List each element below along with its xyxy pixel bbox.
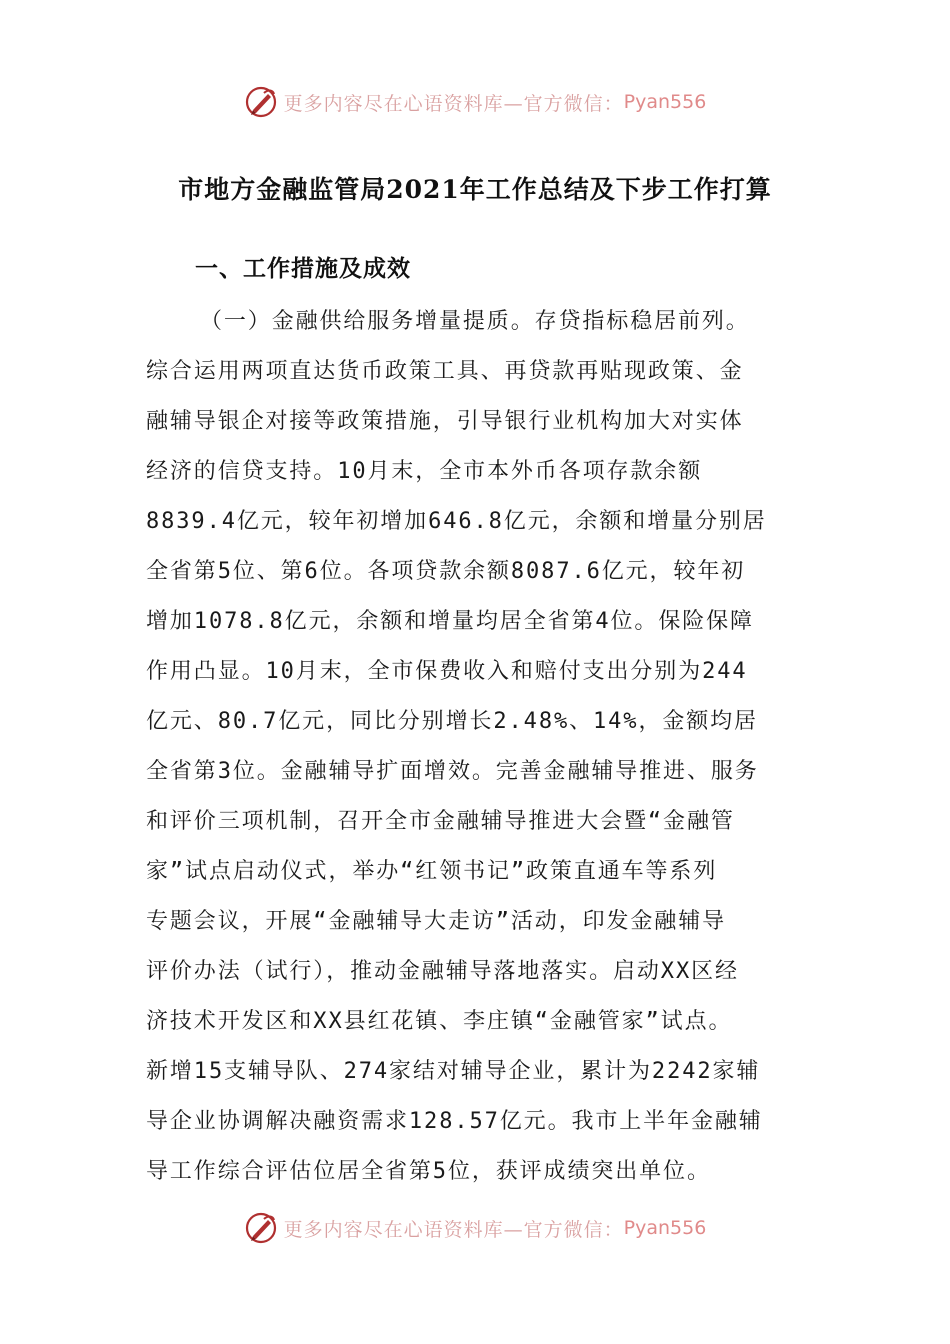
watermark-text: 更多内容尽在心语资料库—官方微信：	[283, 1218, 624, 1241]
watermark-footer	[0, 1208, 950, 1248]
body-line: 经济的信贷支持。10月末，全市本外币各项存款余额	[146, 459, 703, 484]
watermark-header	[0, 82, 950, 122]
body-line: 和评价三项机制，召开全市金融辅导推进大会暨“金融管	[146, 809, 735, 834]
quill-pen-logo-icon	[244, 1211, 278, 1245]
body-line: 全省第3位。金融辅导扩面增效。完善金融辅导推进、服务	[146, 759, 759, 784]
body-paragraph	[146, 302, 806, 1202]
body-line: 综合运用两项直达货币政策工具、再贷款再贴现政策、金	[146, 359, 744, 384]
watermark-wechat-id: Pyan556	[623, 91, 707, 113]
body-line: 融辅导银企对接等政策措施，引导银行业机构加大对实体	[146, 409, 744, 434]
body-line: 亿元、80.7亿元，同比分别增长2.48%、14%，金额均居	[146, 709, 758, 734]
body-line: 增加1078.8亿元，余额和增量均居全省第4位。保险保障	[146, 609, 754, 634]
body-line: 新增15支辅导队、274家结对辅导企业，累计为2242家辅	[146, 1059, 761, 1084]
document-title: 市地方金融监管局2021年工作总结及下步工作打算	[178, 175, 772, 204]
body-line: 作用凸显。10月末，全市保费收入和赔付支出分别为244	[146, 659, 748, 684]
watermark-wechat-id: Pyan556	[623, 1217, 707, 1239]
section-heading: 一、工作措施及成效	[195, 256, 411, 282]
body-line: 专题会议，开展“金融辅导大走访”活动，印发金融辅导	[146, 909, 726, 934]
body-line: 家”试点启动仪式，举办“红领书记”政策直通车等系列	[146, 859, 718, 884]
body-line: 评价办法（试行），推动金融辅导落地落实。启动XX区经	[146, 959, 739, 984]
body-line: 全省第5位、第6位。各项贷款余额8087.6亿元，较年初	[146, 559, 746, 584]
body-line: 导企业协调解决融资需求128.57亿元。我市上半年金融辅	[146, 1109, 763, 1134]
body-line: 导工作综合评估位居全省第5位，获评成绩突出单位。	[146, 1159, 711, 1184]
body-line: 8839.4亿元，较年初增加646.8亿元，余额和增量分别居	[146, 509, 767, 534]
watermark-text: 更多内容尽在心语资料库—官方微信：	[283, 92, 624, 115]
body-line: （一）金融供给服务增量提质。存贷指标稳居前列。	[200, 309, 750, 334]
body-line: 济技术开发区和XX县红花镇、李庄镇“金融管家”试点。	[146, 1009, 733, 1034]
quill-pen-logo-icon	[244, 85, 278, 119]
